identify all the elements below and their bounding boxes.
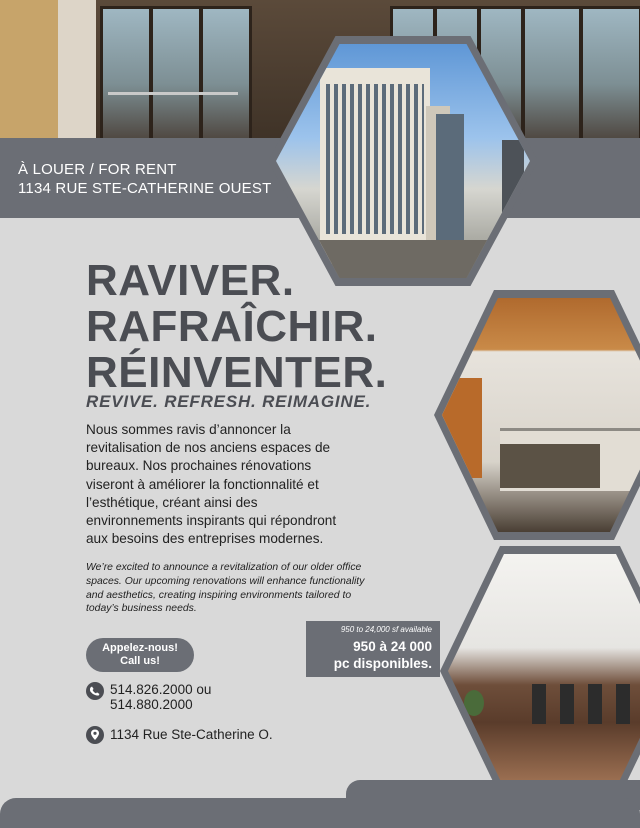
location-pin-icon <box>86 726 104 744</box>
phone-number-2: 514.880.2000 <box>110 697 193 712</box>
reception-photo <box>442 298 640 532</box>
availability-box <box>306 621 440 677</box>
body-text-english: We’re excited to announce a revitalization of our older office spaces. Our upcoming renovations will enhance functionality and aesthetics, creating inspiring environments tailored to today’s business needs. <box>86 562 365 615</box>
rent-label: À LOUER / FOR RENT <box>18 161 177 178</box>
headline <box>86 258 387 396</box>
call-us-label-french: Appelez-nous! <box>102 642 178 654</box>
phone-icon <box>86 682 104 700</box>
body-text-french: Nous sommes ravis d’annoncer la revitalisation de nos anciens espaces de bureaux. Nos prochaines rénovations viseront à améliorer la fonctionnalité et l’esthétique, créant ainsi des environnements inspirants qui répondront aux besoins des entreprises modernes. <box>86 422 337 547</box>
address-contact <box>86 726 306 746</box>
headline-line-3: RÉINVENTER. <box>86 348 388 397</box>
headline-line-2: RAFRAÎCHIR. <box>86 302 378 351</box>
rent-banner-text <box>18 160 271 198</box>
availability-french <box>334 638 432 672</box>
call-us-label-english: Call us! <box>120 655 160 667</box>
bottom-bar-decoration <box>0 798 640 828</box>
rent-address: 1134 RUE STE-CATHERINE OUEST <box>18 180 272 197</box>
availability-english: 950 to 24,000 sf available <box>340 625 432 634</box>
tagline: REVIVE. REFRESH. REIMAGINE. <box>86 392 372 411</box>
availability-french-line-1: 950 à 24 000 <box>353 639 432 654</box>
call-us-button[interactable] <box>86 638 194 672</box>
headline-line-1: RAVIVER. <box>86 256 295 305</box>
lobby-photo <box>448 554 640 788</box>
address-text: 1134 Rue Ste-Catherine O. <box>110 727 273 742</box>
phone-contact[interactable] <box>86 682 306 716</box>
phone-number-1: 514.826.2000 ou <box>110 682 212 697</box>
availability-french-line-2: pc disponibles. <box>333 656 432 671</box>
